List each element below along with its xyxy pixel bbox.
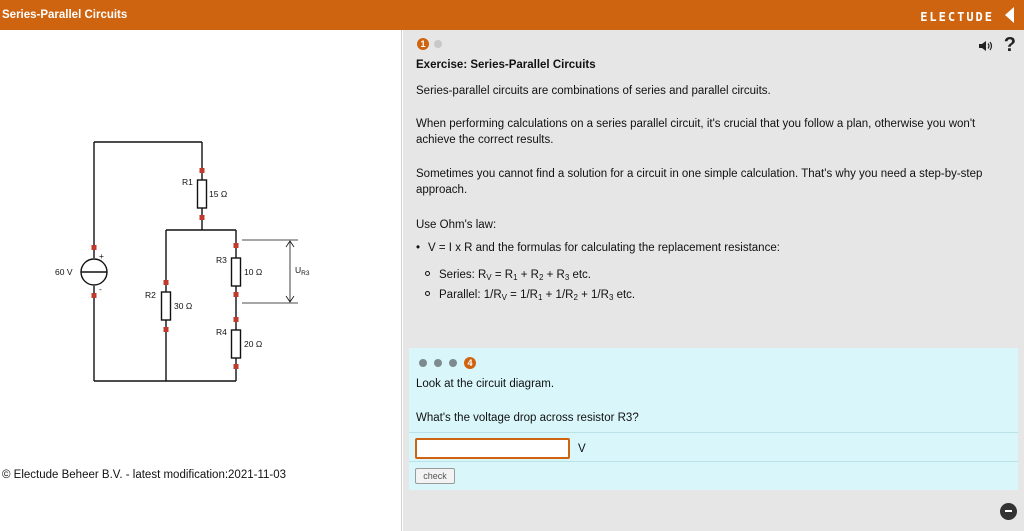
r3-name: R3 <box>216 255 227 265</box>
top-bar <box>0 0 1024 30</box>
resistor-r4 <box>232 330 241 358</box>
r4-value: 20 Ω <box>244 339 263 349</box>
question-dot-active[interactable]: 4 <box>464 357 476 369</box>
formula-bullet <box>416 242 780 254</box>
bullet-icon: • <box>416 242 421 254</box>
source-voltage-label: 60 V <box>55 267 73 277</box>
plan-paragraph: When performing calculations on a series parallel circuit, it's crucial that you follow a plan, otherwise you won't achieve the correct results. <box>416 118 976 146</box>
exercise-panel <box>403 30 1024 531</box>
question-dot[interactable] <box>419 359 427 367</box>
step-indicator <box>417 38 442 50</box>
question-text: What's the voltage drop across resistor R3? <box>416 412 639 424</box>
question-instruction: Look at the circuit diagram. <box>416 378 555 390</box>
parallel-formula: Parallel: $1/R_V = 1/R_1 + 1/R_2 + 1/R_3$ etc. <box>425 289 635 302</box>
brand-logo: ELECTUDE <box>920 10 994 24</box>
question-dot[interactable] <box>434 359 442 367</box>
help-icon[interactable]: ? <box>1003 34 1016 56</box>
question-dot[interactable] <box>449 359 457 367</box>
chat-icon[interactable] <box>1000 503 1017 520</box>
minus-label: - <box>99 284 102 294</box>
check-button[interactable]: check <box>415 468 455 484</box>
r1-value: 15 Ω <box>209 189 228 199</box>
plus-label: + <box>99 251 104 261</box>
question-panel <box>409 348 1018 490</box>
speaker-icon[interactable] <box>978 39 994 53</box>
question-step-indicator <box>419 357 476 369</box>
r1-name: R1 <box>182 177 193 187</box>
series-formula: Series: $R_V = R_1 + R_2 + R_3$ etc. <box>425 269 591 282</box>
r4-name: R4 <box>216 327 227 337</box>
formula-text: V = I x R and the formulas for calculating the replacement resistance: <box>428 242 780 254</box>
copyright-text: © Electude Beheer B.V. - latest modification:2021-11-03 <box>2 469 287 481</box>
step-dot-active[interactable]: 1 <box>417 38 429 50</box>
answer-row <box>409 432 1018 462</box>
resistor-r3 <box>232 258 241 286</box>
back-arrow-icon[interactable] <box>1005 7 1014 23</box>
unit-label: V <box>578 443 586 455</box>
resistor-r1 <box>198 180 207 208</box>
voltage-ur3-label: $U_{R3}$ <box>295 265 310 277</box>
r3-value: 10 Ω <box>244 267 263 277</box>
step-dot[interactable] <box>434 40 442 48</box>
exercise-title: Exercise: Series-Parallel Circuits <box>416 59 596 71</box>
circle-bullet-icon <box>425 271 430 276</box>
resistor-r2 <box>162 292 171 320</box>
r2-value: 30 Ω <box>174 301 193 311</box>
r2-name: R2 <box>145 290 156 300</box>
step-paragraph: Sometimes you cannot find a solution for a circuit in one simple calculation. That's why you need a step-by-step approach. <box>416 168 983 196</box>
intro-paragraph: Series-parallel circuits are combinations of series and parallel circuits. <box>416 85 771 97</box>
circuit-diagram <box>0 30 402 430</box>
answer-input[interactable] <box>415 438 570 459</box>
app-title: Series-Parallel Circuits <box>2 9 128 21</box>
circle-bullet-icon <box>425 291 430 296</box>
ohms-law-heading: Use Ohm's law: <box>416 219 497 231</box>
circuit-panel <box>0 30 402 531</box>
